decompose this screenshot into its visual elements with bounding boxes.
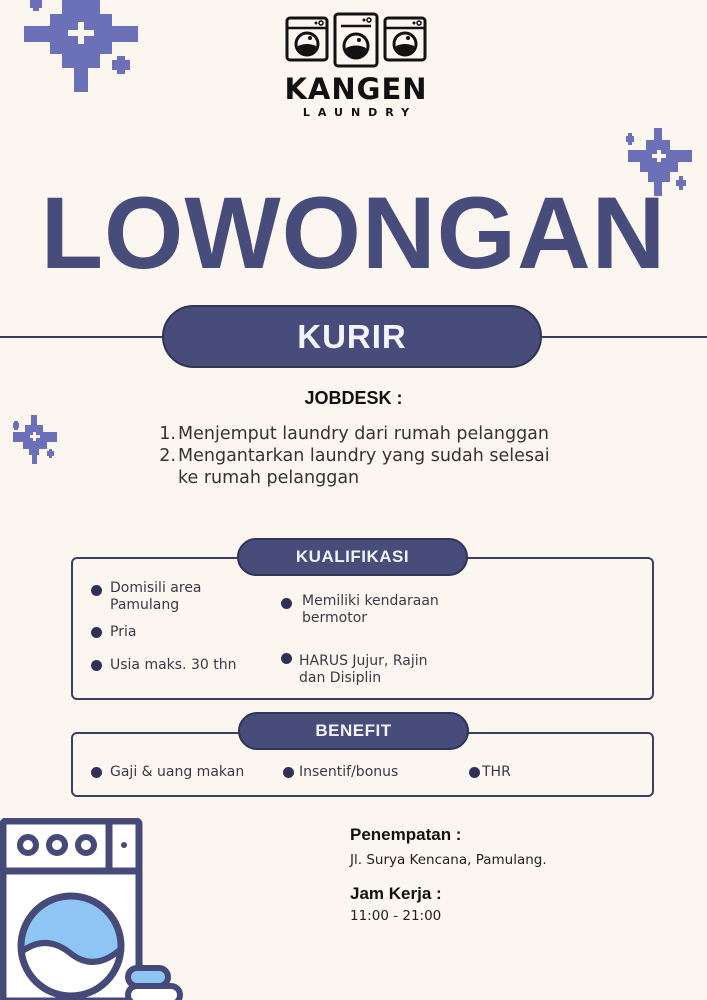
bullet-icon: [469, 767, 480, 778]
kualifikasi-item: [91, 580, 202, 614]
position-badge: KURIR: [162, 305, 542, 368]
bullet-icon: [91, 660, 102, 671]
bullet-icon: [281, 653, 292, 664]
item-text: Domisili area: [110, 580, 202, 596]
jobdesk-item: [158, 445, 598, 467]
brand-subtitle: LAUNDRY: [302, 106, 418, 119]
bullet-icon: [283, 767, 294, 778]
washing-machine-icon: [0, 818, 185, 1000]
jobdesk-item: [158, 423, 598, 445]
item-text: Menjemput laundry dari rumah pelanggan: [178, 424, 549, 444]
item-text: Mengantarkan laundry yang sudah selesai: [178, 446, 550, 466]
jam-kerja-value: 11:00 - 21:00: [350, 908, 442, 924]
washing-machine-icon: [285, 12, 331, 62]
item-text: dan Disiplin: [299, 670, 382, 686]
brand-name: KANGEN: [284, 72, 428, 106]
sparkle-icon: [22, 0, 142, 95]
bullet-icon: [281, 598, 292, 609]
benefit-item: [91, 764, 244, 781]
penempatan-label: Penempatan :: [350, 825, 462, 844]
benefit-title: BENEFIT: [238, 712, 469, 750]
bullet-icon: [91, 767, 102, 778]
sparkle-icon: [11, 415, 61, 465]
item-text: Gaji & uang makan: [110, 764, 245, 780]
item-text: Pamulang: [110, 597, 180, 613]
item-text: THR: [482, 764, 511, 780]
logo-machines-icon: [270, 12, 442, 68]
kualifikasi-item: [281, 653, 428, 687]
item-text: bermotor: [302, 610, 368, 626]
jobdesk-title: JOBDESK :: [304, 388, 403, 408]
item-text: Usia maks. 30 thn: [110, 657, 237, 673]
bullet-icon: [91, 627, 102, 638]
benefit-item: [283, 764, 398, 781]
brand-logo: [270, 12, 442, 119]
item-number: 2.: [159, 446, 176, 466]
item-text: Memiliki kendaraan: [302, 593, 439, 609]
item-text: Pria: [110, 624, 137, 640]
kualifikasi-title: KUALIFIKASI: [237, 538, 468, 576]
headline: LOWONGAN: [40, 176, 667, 290]
jobdesk-list: [158, 423, 598, 489]
item-text: Insentif/bonus: [299, 764, 399, 780]
washing-machine-icon: [381, 12, 427, 62]
item-number: 1.: [159, 424, 176, 444]
bullet-icon: [91, 585, 102, 596]
jam-kerja-label: Jam Kerja :: [350, 884, 442, 903]
kualifikasi-item: [91, 624, 136, 641]
item-text: HARUS Jujur, Rajin: [299, 653, 428, 669]
item-text: ke rumah pelanggan: [178, 468, 360, 488]
benefit-item: [469, 764, 511, 781]
kualifikasi-item: [281, 593, 439, 627]
washing-machine-icon: [333, 12, 379, 68]
jobdesk-item-continued: [158, 467, 598, 489]
penempatan-value: Jl. Surya Kencana, Pamulang.: [350, 852, 547, 868]
kualifikasi-item: [91, 657, 236, 674]
